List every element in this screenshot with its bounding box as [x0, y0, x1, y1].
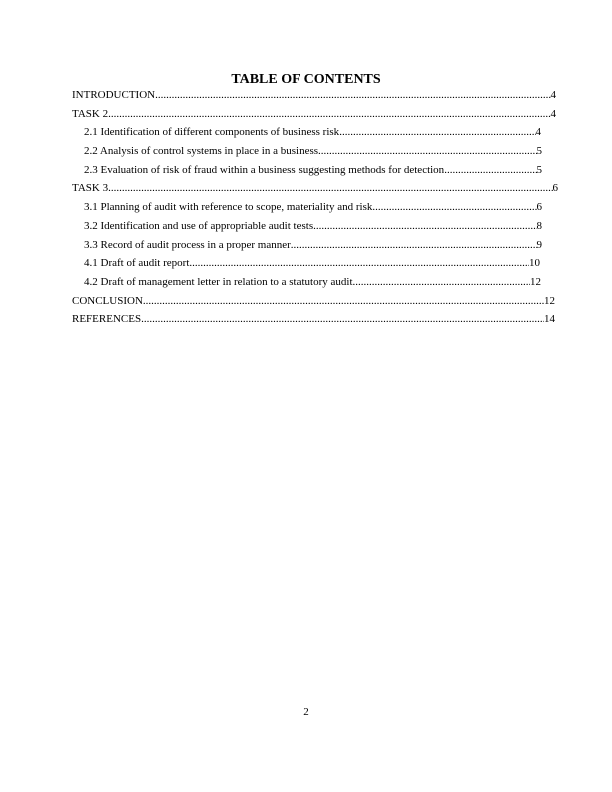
toc-entry-4-2[interactable] [72, 275, 541, 294]
toc-entry-page: 10 [529, 257, 540, 270]
toc-entry-label: 3.2 Identification and use of appropriable audit tests [84, 219, 314, 232]
toc-entry-label: 2.1 Identification of different components of business risk [84, 126, 340, 139]
toc-leader-dots [372, 200, 536, 215]
toc-entry-label: TASK 2 [72, 107, 109, 120]
toc-entry-page: 9 [536, 238, 542, 251]
toc-entry-page: 6 [536, 201, 542, 214]
toc-entry-3-1[interactable] [72, 200, 542, 219]
toc-entry-2-3[interactable] [72, 163, 542, 182]
toc-entry-page: 4 [550, 107, 556, 120]
toc-title: TABLE OF CONTENTS [231, 72, 381, 87]
toc-leader-dots [444, 163, 536, 178]
toc-entry-3-3[interactable] [72, 238, 542, 257]
toc-entry-3-2[interactable] [72, 219, 542, 238]
toc-entry-references[interactable] [72, 312, 555, 331]
toc-entry-conclusion[interactable] [72, 294, 555, 313]
toc-entry-page: 4 [535, 126, 541, 139]
toc-entry-page: 5 [536, 145, 542, 158]
toc-entry-label: 2.3 Evaluation of risk of fraud within a business suggesting methods for detection [84, 163, 445, 176]
toc-entry-page: 8 [536, 219, 542, 232]
toc-entry-label: TASK 3 [72, 182, 109, 195]
toc-entry-task-3[interactable] [72, 181, 558, 200]
toc-entry-4-1[interactable] [72, 256, 540, 275]
toc-leader-dots [318, 144, 536, 159]
toc-entry-label: INTRODUCTION [72, 89, 156, 101]
toc-entry-label: REFERENCES [72, 313, 142, 326]
toc-leader-dots [291, 238, 537, 253]
toc-entry-page: 12 [530, 275, 541, 288]
toc-entry-page: 14 [544, 313, 555, 326]
toc-leader-dots [339, 125, 535, 140]
toc-list [72, 88, 572, 331]
toc-leader-dots [108, 107, 550, 122]
toc-leader-dots [141, 312, 544, 327]
toc-entry-page: 12 [544, 294, 555, 307]
toc-entry-page: 5 [536, 163, 542, 176]
toc-entry-page: 6 [552, 182, 558, 195]
toc-entry-label: 3.1 Planning of audit with reference to scope, materiality and risk [84, 201, 373, 214]
toc-leader-dots [155, 88, 550, 103]
toc-entry-2-1[interactable] [72, 125, 541, 144]
toc-entry-label: 4.2 Draft of management letter in relation to a statutory audit [84, 275, 353, 288]
toc-entry-label: 2.2 Analysis of control systems in place in a business [84, 145, 319, 158]
toc-entry-label: CONCLUSION [72, 294, 143, 307]
toc-entry-task-2[interactable] [72, 107, 556, 126]
page-number: 2 [303, 706, 309, 718]
toc-entry-label: 3.3 Record of audit process in a proper manner [84, 238, 291, 251]
toc-entry-2-2[interactable] [72, 144, 542, 163]
toc-leader-dots [353, 275, 531, 290]
toc-leader-dots [313, 219, 536, 234]
toc-entry-introduction[interactable] [72, 88, 556, 107]
toc-entry-label: 4.1 Draft of audit report [84, 257, 190, 270]
toc-leader-dots [143, 294, 544, 309]
toc-leader-dots [189, 256, 529, 271]
toc-leader-dots [108, 181, 552, 196]
toc-entry-page: 4 [550, 89, 556, 101]
